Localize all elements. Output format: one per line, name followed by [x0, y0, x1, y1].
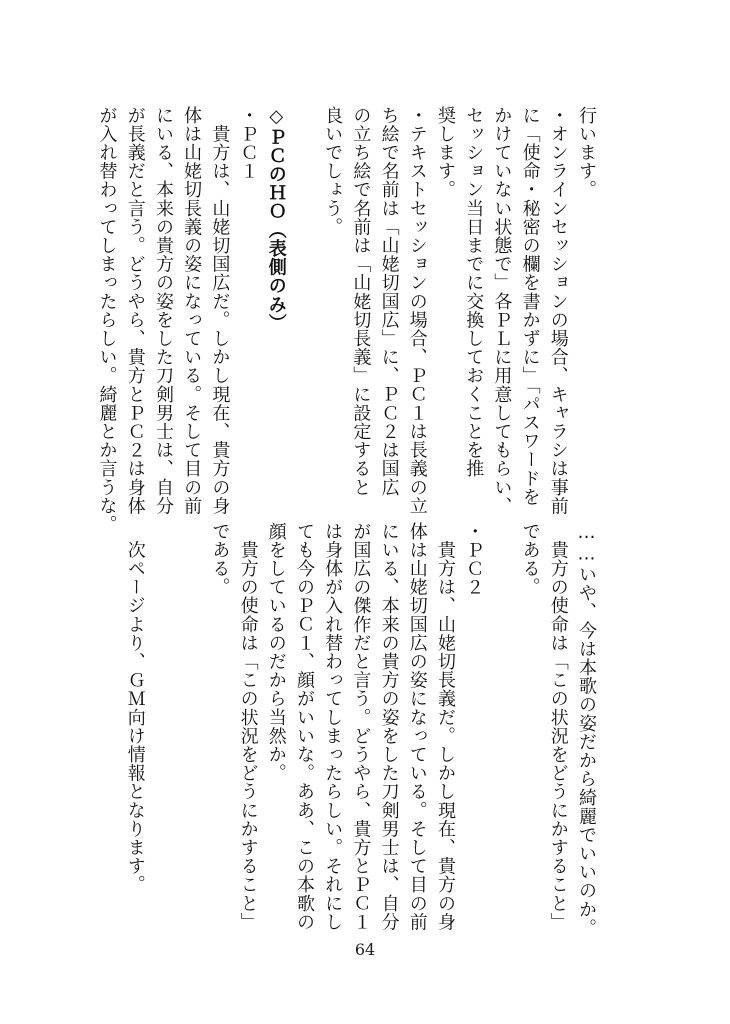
text-line: 貴方の使命は「この状況をどうにかすること」 [547, 522, 569, 932]
text-line: かけていない状態で」各ＰＬに用意してもらい、 [491, 106, 513, 516]
text-line: である。 [209, 522, 231, 597]
text-line: である。 [519, 522, 541, 597]
text-line: にいる、本来の貴方の姿をした刀剣男士は、自分 [152, 106, 174, 516]
text-line: が国広の傑作だと言う。どうやら、貴方とＰＣ１ [350, 522, 372, 932]
text-line: セッション当日までに交換しておくことを推 [463, 106, 485, 478]
text-line: 次ページより、ＧＭ向け情報となります。 [124, 522, 146, 894]
text-line: 体は山姥切国広の姿になっている。そして目の前 [406, 522, 428, 932]
text-line: ・ＰＣ１ [237, 106, 259, 181]
page-number: 64 [354, 940, 376, 959]
text-line: ・テキストセッションの場合、ＰＣ１は長義の立 [406, 106, 428, 516]
text-line: は身体が入れ替わってしまったらしい。それにし [322, 522, 344, 932]
text-line: が入れ替わってしまったらしい。綺麗とか言うな。 [96, 106, 118, 534]
section-heading: ◇ＰＣのＨＯ（表側のみ） [265, 106, 287, 333]
text-line: ・オンラインセッションの場合、キャラシは事前 [547, 106, 569, 516]
text-line: 貴方は、山姥切国広だ。しかし現在、貴方の身 [209, 106, 231, 516]
text-line: 貴方の使命は「この状況をどうにかすること」 [237, 522, 259, 932]
top-text-block [92, 106, 600, 534]
blank-line [487, 522, 515, 942]
blank-line [290, 106, 318, 506]
text-line: 貴方は、山姥切長義だ。しかし現在、貴方の身 [434, 522, 456, 932]
bottom-text-block [121, 522, 600, 942]
text-line: が長義だと言う。どうやら、貴方とＰＣ２は身体 [124, 106, 146, 516]
text-line: の立ち絵で名前は「山姥切長義」に設定すると [350, 106, 372, 497]
text-line: にいる、本来の貴方の姿をした刀剣男士は、自分 [378, 522, 400, 932]
text-line: ……いや、今は本歌の姿だから綺麗でいいのか。 [576, 522, 597, 938]
text-line: 良いでしょう。 [322, 106, 344, 237]
text-line: 体は山姥切長義の姿になっている。そして目の前 [181, 106, 203, 516]
blank-line [149, 522, 177, 942]
text-line: 行います。 [576, 106, 597, 199]
text-line: ・ＰＣ２ [463, 522, 485, 597]
blank-line [177, 522, 205, 942]
text-line: ち絵で名前は「山姥切国広」に、ＰＣ２は国広 [378, 106, 400, 497]
text-line: 顔をしているのだから当然か。 [265, 522, 287, 783]
text-line: ても今のＰＣ１、顔がいいな。ああ、この本歌の [293, 522, 315, 932]
text-line: 奨します。 [434, 106, 456, 199]
text-line: に「使命・秘密の欄を書かずに」「パスワードを [519, 106, 541, 507]
